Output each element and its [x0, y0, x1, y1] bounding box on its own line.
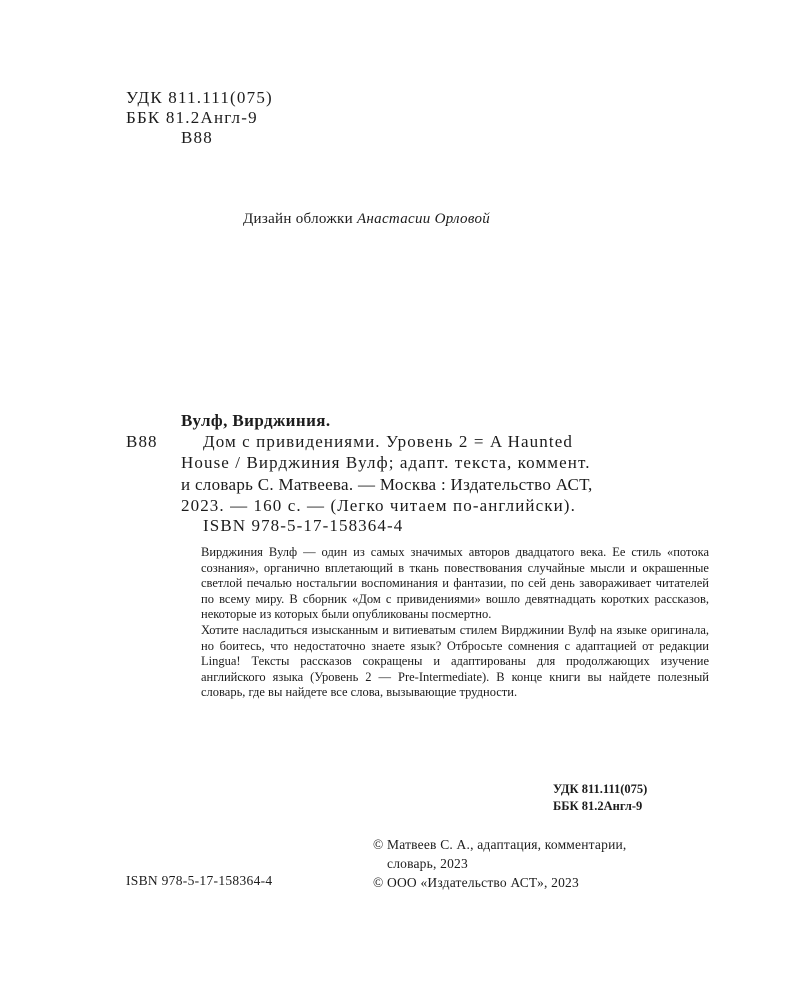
annotation	[201, 545, 709, 701]
copyright-block	[373, 835, 627, 892]
record-description	[181, 431, 593, 516]
bbk-code-footer: ББК 81.2Англ-9	[553, 799, 643, 813]
record-line: House / Вирджиния Вулф; адапт. текста, коммент.	[181, 453, 591, 473]
classification-footer	[553, 781, 647, 815]
record-author-mark: В88	[126, 432, 158, 451]
copyright-adaptation: © Матвеев С. А., адаптация, комментарии,	[373, 837, 627, 852]
record-isbn: ISBN 978-5-17-158364-4	[203, 516, 404, 535]
bottom-isbn: ISBN 978-5-17-158364-4	[126, 873, 273, 888]
copyright-publisher: © ООО «Издательство АСТ», 2023	[373, 875, 579, 890]
record-line: и словарь С. Матвеева. — Москва : Издательство АСТ,	[181, 474, 593, 494]
cover-designer-name: Анастасии Орловой	[356, 211, 491, 227]
annotation-paragraph: Хотите насладиться изысканным и витиеватым стилем Вирджинии Вулф на языке оригинала, но боитесь, что недостаточно знаете язык? Отбросьте сомнения с адаптацией от редакции Lingua! Тексты рассказов сокращены и адаптированы для продолжающих изучение английского языка (Уровень 2 — Pre-Intermediate). В конце книги вы найдете полезный словарь, где вы найдете все слова, вызывающие трудности.	[201, 622, 709, 700]
bbk-code: ББК 81.2Англ-9	[126, 108, 258, 127]
annotation-paragraph: Вирджиния Вулф — один из самых значимых авторов двадцатого века. Ее стиль «потока сознания», органично вплетающий в ткань повествования случайные мысли и окрашенные светлой печалью ностальгии воспоминания и фантазии, по сей день завораживает читателей по всему миру. В сборник «Дом с привидениями» вошло девятнадцать коротких рассказов, некоторые из которых были опубликованы посмертно.	[201, 545, 709, 622]
copyright-adaptation-cont: словарь, 2023	[387, 856, 468, 871]
cover-credit-prefix: Дизайн обложки	[243, 211, 353, 227]
udk-code: УДК 811.111(075)	[126, 88, 273, 107]
author-mark: В88	[181, 128, 213, 147]
classification-block	[126, 88, 273, 148]
record-line: Дом с привидениями. Уровень 2 = A Haunted	[203, 432, 573, 451]
record-line: 2023. — 160 с. — (Легко читаем по-английски).	[181, 495, 576, 515]
cover-credit	[243, 211, 490, 228]
record-author: Вулф, Вирджиния.	[181, 411, 331, 430]
udk-code-footer: УДК 811.111(075)	[553, 782, 648, 796]
